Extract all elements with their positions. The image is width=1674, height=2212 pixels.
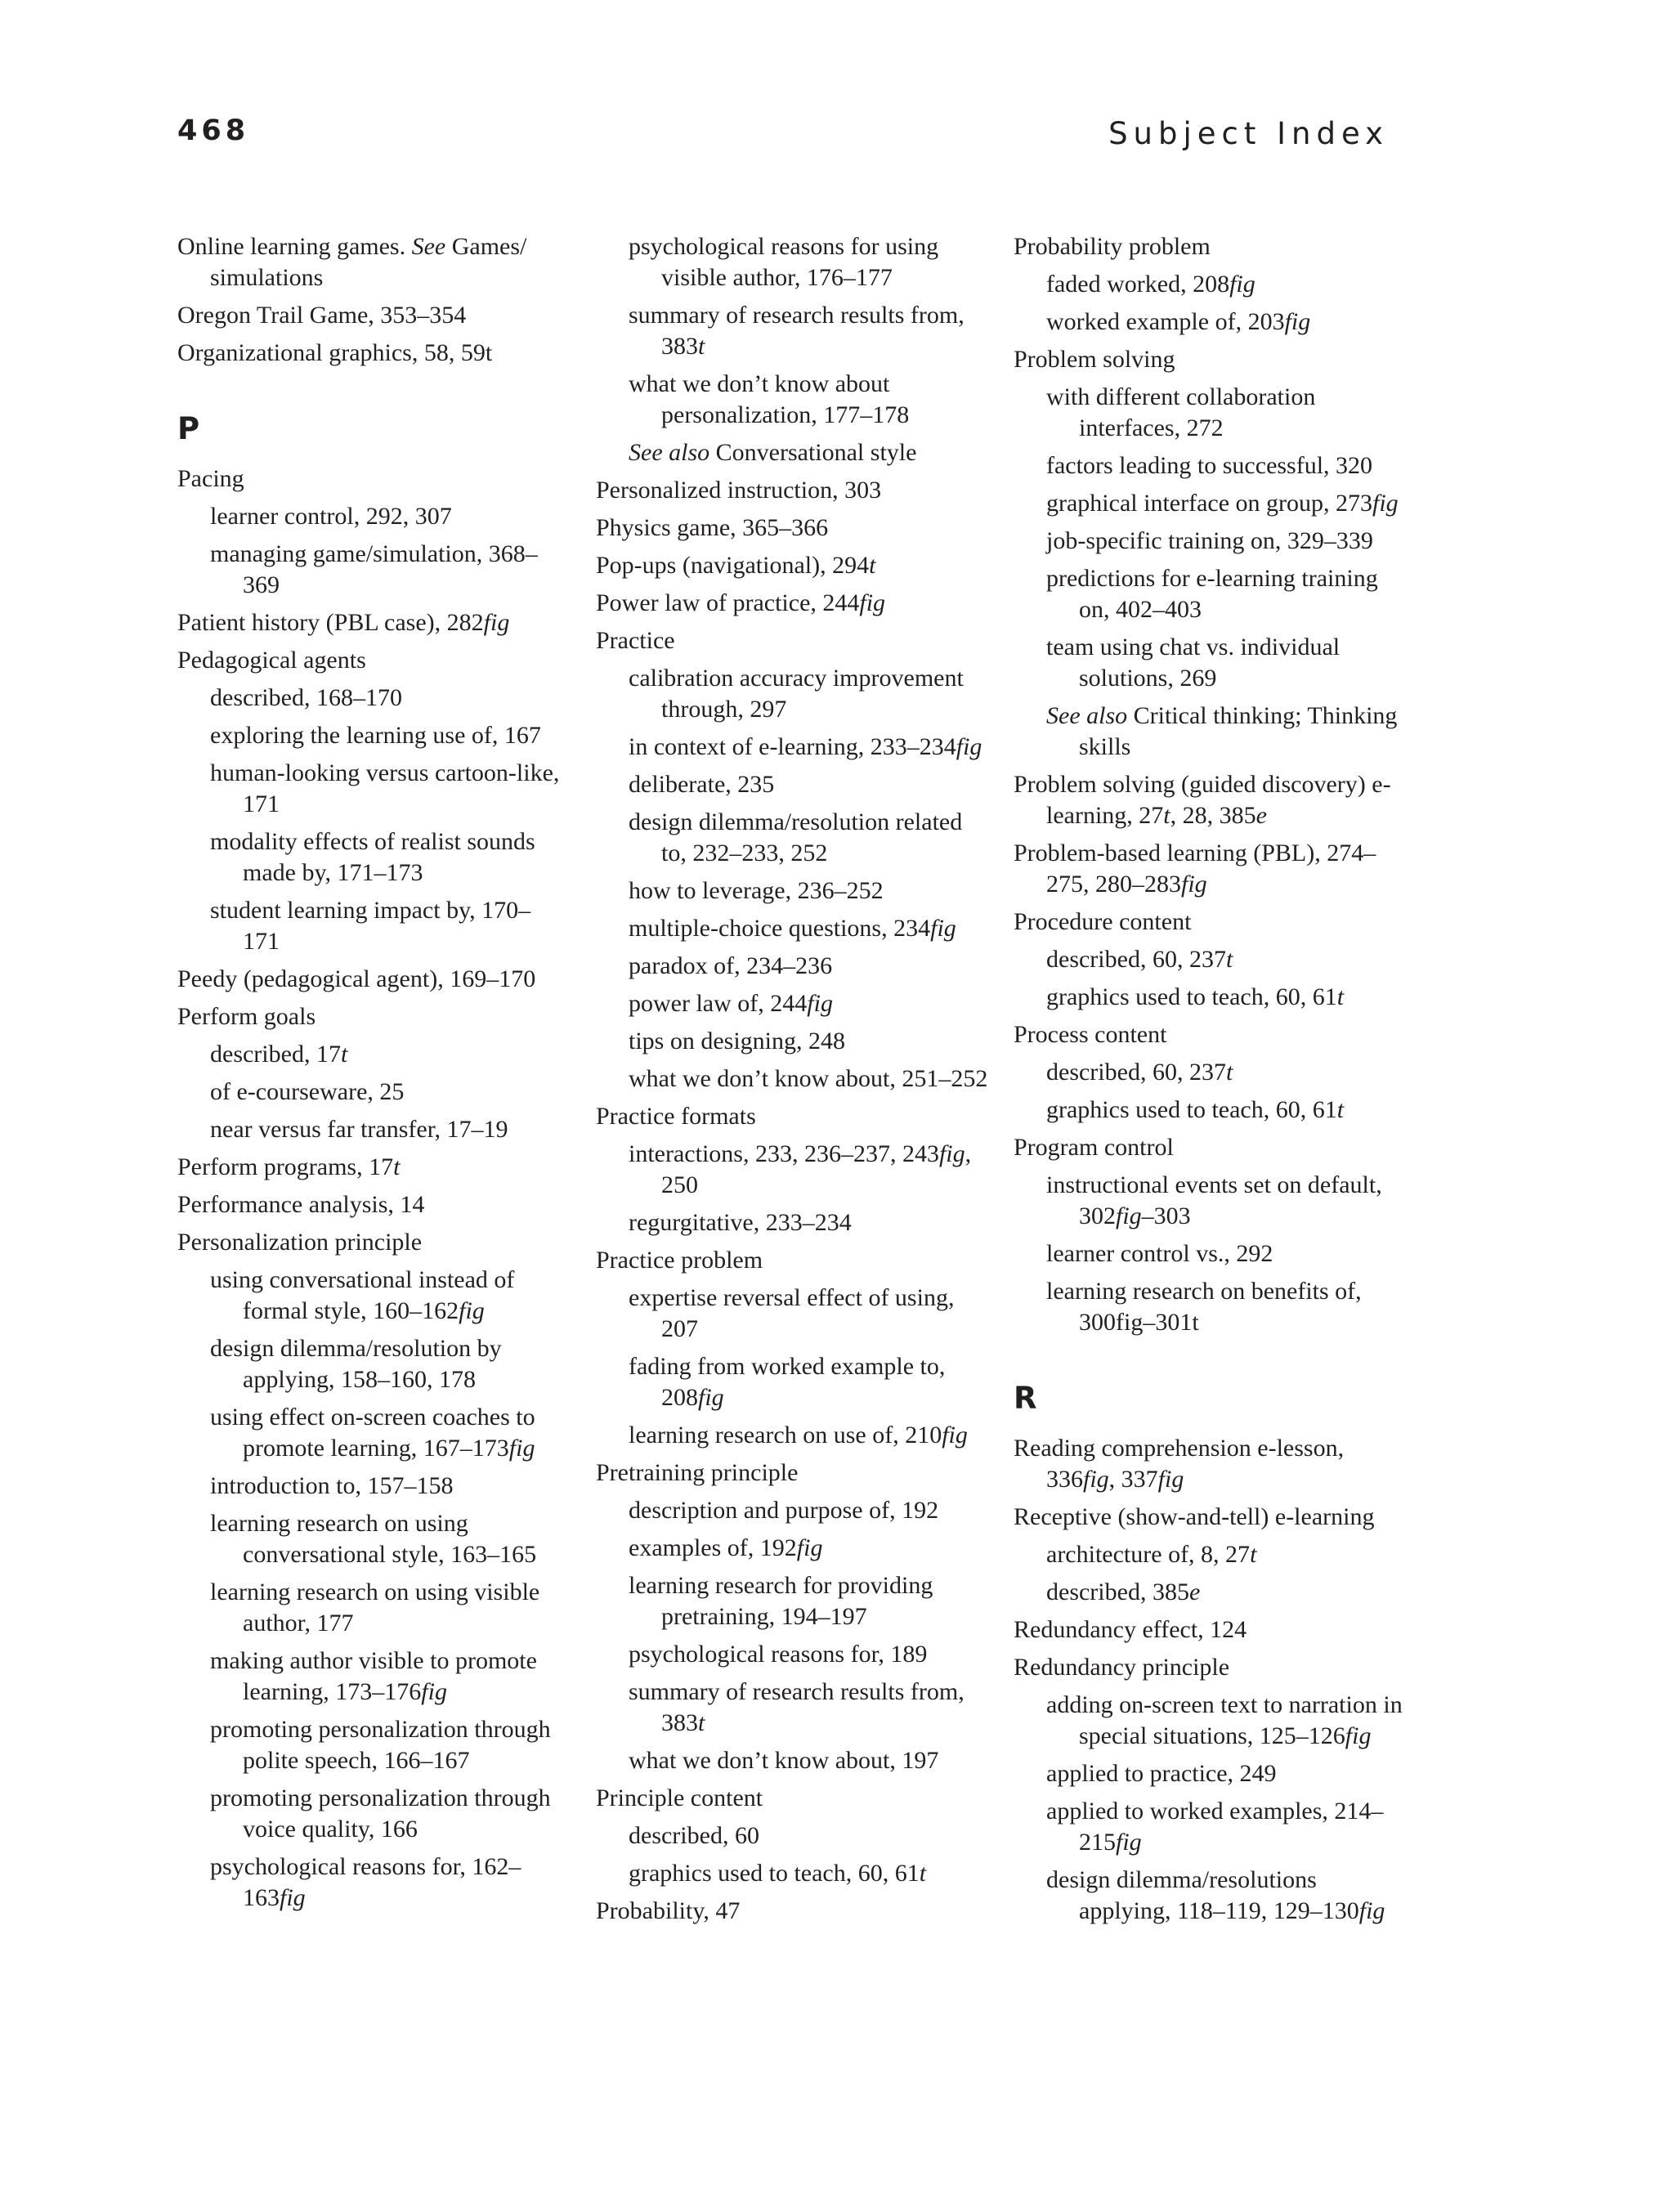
section-letter: R <box>1014 1381 1037 1416</box>
entry-text: expertise reversal effect of using, 207 <box>629 1284 955 1342</box>
index-entry <box>596 1783 988 1814</box>
index-subentry <box>177 1471 562 1502</box>
index-entry <box>177 463 562 495</box>
entry-text: summary of research results from, 383 <box>629 1678 965 1736</box>
index-entry <box>1014 769 1406 831</box>
entry-text: human-looking versus cartoon-like, 171 <box>210 759 560 817</box>
entry-text: Patient history (PBL case), 282 <box>177 609 484 636</box>
entry-text: Reading comprehension e-lesson, 336 <box>1014 1435 1345 1493</box>
entry-text: fig <box>942 1422 968 1449</box>
index-subentry <box>1014 563 1406 625</box>
entry-text: psychological reasons for using visible author, 176–177 <box>629 233 939 291</box>
index-subentry <box>596 1495 988 1526</box>
index-subentry <box>596 1639 988 1670</box>
entry-text: modality effects of realist sounds made by, 171–173 <box>210 828 535 886</box>
entry-text: t <box>1225 946 1233 973</box>
entry-text: graphical interface on group, 273 <box>1046 490 1373 517</box>
index-entry <box>177 1189 562 1220</box>
index-subentry <box>1014 1170 1406 1232</box>
index-subentry <box>1014 982 1406 1013</box>
index-column-2 <box>596 231 988 1933</box>
index-subentry <box>1014 488 1406 519</box>
entry-text: fig <box>280 1884 306 1911</box>
entry-text: description and purpose of, 192 <box>629 1497 939 1524</box>
index-subentry <box>1014 1690 1406 1752</box>
entry-text: Pedagogical agents <box>177 647 366 674</box>
index-subentry <box>596 300 988 362</box>
entry-text: promoting personalization through voice quality, 166 <box>210 1784 551 1843</box>
index-subentry <box>1014 701 1406 763</box>
entry-text: Pretraining principle <box>596 1459 799 1486</box>
entry-text: Pacing <box>177 465 244 492</box>
entry-text: applied to practice, 249 <box>1046 1760 1277 1787</box>
entry-text: calibration accuracy improvement through, 297 <box>629 665 964 723</box>
entry-text: design dilemma/resolutions applying, 118–119, 129–130 <box>1046 1866 1359 1924</box>
index-column-3 <box>1014 231 1406 1933</box>
entry-text: t <box>340 1041 348 1068</box>
index-subentry <box>596 369 988 431</box>
entry-text: fading from worked example to, 208 <box>629 1353 946 1411</box>
entry-text: Procedure content <box>1014 908 1192 935</box>
index-entry <box>1014 1502 1406 1533</box>
entry-text: Organizational graphics, 58, 59t <box>177 339 493 366</box>
index-entry <box>177 607 562 638</box>
entry-text: t <box>1336 983 1345 1010</box>
entry-text: t <box>1225 1059 1233 1086</box>
index-subentry <box>1014 1796 1406 1858</box>
entry-text: t <box>1250 1541 1257 1568</box>
index-subentry <box>596 1063 988 1095</box>
index-subentry <box>596 1139 988 1201</box>
index-subentry <box>1014 1276 1406 1338</box>
index-entry <box>177 300 562 331</box>
index-subentry <box>177 1508 562 1570</box>
index-entry <box>177 231 562 293</box>
index-subentry <box>1014 307 1406 338</box>
entry-text: team using chat vs. individual solutions, 269 <box>1046 634 1341 692</box>
index-entry <box>177 964 562 995</box>
entry-text: See also <box>1046 702 1128 729</box>
entry-text: what we don’t know about, 197 <box>629 1747 939 1774</box>
entry-text: Power law of practice, 244 <box>596 589 860 616</box>
index-entry <box>177 645 562 676</box>
index-subentry <box>1014 1577 1406 1608</box>
entry-text: summary of research results from, 383 <box>629 302 965 360</box>
entry-text: exploring the learning use of, 167 <box>210 722 541 749</box>
index-subentry <box>596 988 988 1019</box>
entry-text: promoting personalization through polite speech, 166–167 <box>210 1716 551 1774</box>
entry-text: Principle content <box>596 1784 763 1811</box>
entry-text: introduction to, 157–158 <box>210 1472 454 1499</box>
index-entry <box>596 588 988 619</box>
page-number: 468 <box>177 114 250 147</box>
index-subentry <box>177 1714 562 1776</box>
index-subentry <box>177 1402 562 1464</box>
index-entry <box>596 625 988 656</box>
entry-text: fig <box>1157 1466 1184 1493</box>
index-subentry <box>1014 1057 1406 1088</box>
entry-text: learning research on using visible author, 177 <box>210 1578 540 1637</box>
entry-text: learner control vs., 292 <box>1046 1240 1273 1267</box>
index-subentry <box>177 1265 562 1327</box>
entry-text: Probability, 47 <box>596 1897 741 1924</box>
index-subentry <box>596 1677 988 1739</box>
index-column-1 <box>177 231 562 1920</box>
index-entry <box>1014 907 1406 938</box>
index-entry <box>1014 1652 1406 1683</box>
index-subentry <box>177 826 562 889</box>
entry-text: Critical thinking; Thinking skills <box>1079 702 1398 760</box>
entry-text: fig <box>1358 1897 1385 1924</box>
entry-text: Perform programs, 17 <box>177 1153 394 1180</box>
index-entry <box>596 1896 988 1927</box>
index-subentry <box>1014 1095 1406 1126</box>
entry-text: making author visible to promote learning, 173–176 <box>210 1647 537 1705</box>
entry-text: Process content <box>1014 1021 1167 1048</box>
entry-text: Problem solving (guided discovery) e-learning, 27 <box>1014 771 1391 829</box>
index-subentry <box>596 1858 988 1889</box>
index-subentry <box>1014 1865 1406 1927</box>
index-subentry <box>1014 1539 1406 1570</box>
index-entry <box>1014 838 1406 900</box>
index-subentry <box>596 1820 988 1852</box>
entry-text: fig <box>1116 1202 1142 1229</box>
entry-text: Personalized instruction, 303 <box>596 477 882 504</box>
entry-text: fig <box>1372 490 1399 517</box>
index-subentry <box>596 663 988 725</box>
entry-text: predictions for e-learning training on, 402–403 <box>1046 565 1378 623</box>
index-entry <box>596 1245 988 1276</box>
index-subentry <box>177 1646 562 1708</box>
index-entry <box>177 1001 562 1032</box>
entry-text: Peedy (pedagogical agent), 169–170 <box>177 965 536 992</box>
index-subentry <box>1014 1758 1406 1789</box>
entry-text: graphics used to teach, 60, 61 <box>629 1860 920 1887</box>
entry-text: Personalization principle <box>177 1229 423 1256</box>
entry-text: fig <box>1181 871 1207 898</box>
entry-text: Problem solving <box>1014 346 1175 373</box>
entry-text: paradox of, 234–236 <box>629 952 833 979</box>
entry-text: fig <box>421 1678 447 1705</box>
entry-text: learning research on using conversational style, 163–165 <box>210 1510 537 1568</box>
entry-text: Physics game, 365–366 <box>596 514 829 541</box>
entry-text: psychological reasons for, 162–163 <box>210 1853 521 1911</box>
entry-text: near versus far transfer, 17–19 <box>210 1116 508 1143</box>
entry-text: what we don’t know about, 251–252 <box>629 1065 988 1092</box>
entry-text: fig <box>956 733 982 760</box>
index-entry <box>177 1152 562 1183</box>
entry-text: t <box>1336 1096 1345 1123</box>
entry-text: tips on designing, 248 <box>629 1028 846 1055</box>
entry-text: examples of, 192 <box>629 1534 797 1561</box>
index-entry <box>177 1227 562 1258</box>
index-subentry <box>177 1114 562 1145</box>
entry-text: fig <box>930 915 956 942</box>
index-subentry <box>596 1745 988 1776</box>
entry-text: fig <box>796 1534 823 1561</box>
entry-text: described, 385 <box>1046 1578 1189 1605</box>
entry-text: interactions, 233, 236–237, 243 <box>629 1140 939 1167</box>
index-subentry <box>177 501 562 532</box>
entry-text: t <box>698 333 705 360</box>
entry-text: e <box>1256 802 1267 829</box>
entry-text: factors leading to successful, 320 <box>1046 452 1373 479</box>
entry-text: applied to worked examples, 214–215 <box>1046 1798 1384 1856</box>
entry-text: fig <box>1116 1829 1142 1856</box>
index-entry <box>596 513 988 544</box>
index-subentry <box>596 951 988 982</box>
entry-text: Redundancy principle <box>1014 1654 1230 1681</box>
entry-text: Pop-ups (navigational), 294 <box>596 552 870 579</box>
index-subentry <box>177 539 562 601</box>
section-letter: P <box>177 411 200 446</box>
index-entry <box>1014 1614 1406 1646</box>
index-subentry <box>596 875 988 907</box>
entry-text: adding on-screen text to narration in special situations, 125–126 <box>1046 1691 1403 1749</box>
entry-text: learning research on use of, 210 <box>629 1422 942 1449</box>
index-entry <box>1014 344 1406 375</box>
entry-text: fig <box>1229 271 1256 298</box>
index-entry <box>1014 1132 1406 1163</box>
entry-text: how to leverage, 236–252 <box>629 877 884 904</box>
entry-text: t <box>1163 802 1170 829</box>
entry-text: fig <box>698 1384 724 1411</box>
index-subentry <box>596 1420 988 1451</box>
index-subentry <box>1014 526 1406 557</box>
entry-text: t <box>919 1860 927 1887</box>
entry-text: fig <box>1083 1466 1109 1493</box>
index-entry <box>1014 1019 1406 1050</box>
entry-text: learning research on benefits of, 300fig–301t <box>1046 1278 1362 1336</box>
entry-text: using conversational instead of formal style, 160–162 <box>210 1266 515 1324</box>
entry-text: Program control <box>1014 1134 1174 1161</box>
entry-text: regurgitative, 233–234 <box>629 1209 852 1236</box>
entry-text: of e-courseware, 25 <box>210 1078 405 1105</box>
index-subentry <box>177 1852 562 1914</box>
entry-text: fig <box>483 609 510 636</box>
entry-text: what we don’t know about personalization, 177–178 <box>629 370 910 428</box>
entry-text: instructional events set on default, 302 <box>1046 1171 1382 1229</box>
index-subentry <box>596 807 988 869</box>
index-entry <box>596 475 988 506</box>
index-subentry <box>596 1026 988 1057</box>
entry-text: with different collaboration interfaces, 272 <box>1046 383 1316 441</box>
index-subentry <box>177 1577 562 1639</box>
entry-text: Practice <box>596 627 675 654</box>
entry-text: fig <box>508 1435 535 1462</box>
index-entry <box>177 338 562 369</box>
index-subentry <box>177 758 562 820</box>
entry-text: Probability problem <box>1014 233 1211 260</box>
entry-text: Practice problem <box>596 1247 763 1274</box>
entry-text: learning research for providing pretraining, 194–197 <box>629 1572 933 1630</box>
index-subentry <box>596 913 988 944</box>
index-subentry <box>177 895 562 957</box>
entry-text: , 28, 385 <box>1170 802 1256 829</box>
entry-text: deliberate, 235 <box>629 771 775 798</box>
index-subentry <box>596 1351 988 1413</box>
entry-text: design dilemma/resolution by applying, 158–160, 178 <box>210 1335 502 1393</box>
entry-text: fig <box>859 589 886 616</box>
entry-text: fig <box>1284 308 1311 335</box>
entry-text: t <box>698 1709 705 1736</box>
entry-text: Perform goals <box>177 1003 316 1030</box>
entry-text: fig <box>807 990 833 1017</box>
entry-text: using effect on-screen coaches to promote learning, 167–173 <box>210 1404 535 1462</box>
running-head: Subject Index <box>1108 116 1389 151</box>
entry-text: e <box>1188 1578 1201 1605</box>
entry-text: Problem-based learning (PBL), 274–275, 280–283 <box>1014 840 1376 898</box>
entry-text: described, 17 <box>210 1041 341 1068</box>
index-entry <box>596 1458 988 1489</box>
entry-text: fig <box>1345 1722 1372 1749</box>
index-subentry <box>1014 269 1406 300</box>
index-subentry <box>177 1039 562 1070</box>
entry-text: Redundancy effect, 124 <box>1014 1616 1247 1643</box>
entry-text: Receptive (show-and-tell) e-learning <box>1014 1503 1375 1530</box>
index-subentry <box>1014 632 1406 694</box>
index-entry <box>1014 1433 1406 1495</box>
entry-text: described, 60, 237 <box>1046 946 1226 973</box>
entry-text: Games/ simulations <box>210 233 527 291</box>
entry-text: described, 60, 237 <box>1046 1059 1226 1086</box>
index-subentry <box>596 231 988 293</box>
index-subentry <box>596 732 988 763</box>
index-subentry <box>1014 382 1406 444</box>
index-subentry <box>177 1783 562 1845</box>
index-subentry <box>596 1570 988 1632</box>
index-subentry <box>1014 944 1406 975</box>
index-subentry <box>177 1077 562 1108</box>
entry-text: , 337 <box>1108 1466 1158 1493</box>
index-subentry <box>596 1283 988 1345</box>
index-entry <box>596 1101 988 1132</box>
index-subentry <box>177 720 562 751</box>
entry-text: power law of, 244 <box>629 990 808 1017</box>
entry-text: , 250 <box>661 1140 972 1198</box>
index-entry <box>1014 231 1406 262</box>
entry-text: Performance analysis, 14 <box>177 1191 425 1218</box>
index-subentry <box>596 1207 988 1238</box>
entry-text: See also <box>629 439 710 466</box>
entry-text: in context of e-learning, 233–234 <box>629 733 956 760</box>
entry-text: managing game/simulation, 368–369 <box>210 540 538 598</box>
index-entry <box>596 550 988 581</box>
index-subentry <box>596 437 988 468</box>
entry-text: t <box>393 1153 401 1180</box>
entry-text: Conversational style <box>709 439 917 466</box>
entry-text: Practice formats <box>596 1103 756 1130</box>
index-subentry <box>177 683 562 714</box>
index-subentry <box>596 1533 988 1564</box>
entry-text: graphics used to teach, 60, 61 <box>1046 1096 1337 1123</box>
entry-text: Online learning games. <box>177 233 412 260</box>
entry-text: fig <box>459 1297 485 1324</box>
entry-text: student learning impact by, 170–171 <box>210 897 531 955</box>
entry-text: fig <box>938 1140 965 1167</box>
entry-text: worked example of, 203 <box>1046 308 1285 335</box>
index-subentry <box>177 1333 562 1395</box>
entry-text: graphics used to teach, 60, 61 <box>1046 983 1337 1010</box>
index-subentry <box>1014 450 1406 481</box>
entry-text: –303 <box>1141 1202 1191 1229</box>
entry-text: design dilemma/resolution related to, 232–233, 252 <box>629 808 963 866</box>
entry-text: faded worked, 208 <box>1046 271 1230 298</box>
entry-text: architecture of, 8, 27 <box>1046 1541 1251 1568</box>
entry-text: job-specific training on, 329–339 <box>1046 527 1373 554</box>
entry-text: psychological reasons for, 189 <box>629 1641 928 1668</box>
entry-text: learner control, 292, 307 <box>210 503 452 530</box>
entry-text: t <box>869 552 876 579</box>
entry-text: See <box>411 233 446 260</box>
index-subentry <box>596 769 988 800</box>
entry-text: described, 60 <box>629 1822 759 1849</box>
entry-text: Oregon Trail Game, 353–354 <box>177 302 467 329</box>
entry-text: multiple-choice questions, 234 <box>629 915 931 942</box>
index-subentry <box>1014 1238 1406 1269</box>
entry-text: described, 168–170 <box>210 684 402 711</box>
